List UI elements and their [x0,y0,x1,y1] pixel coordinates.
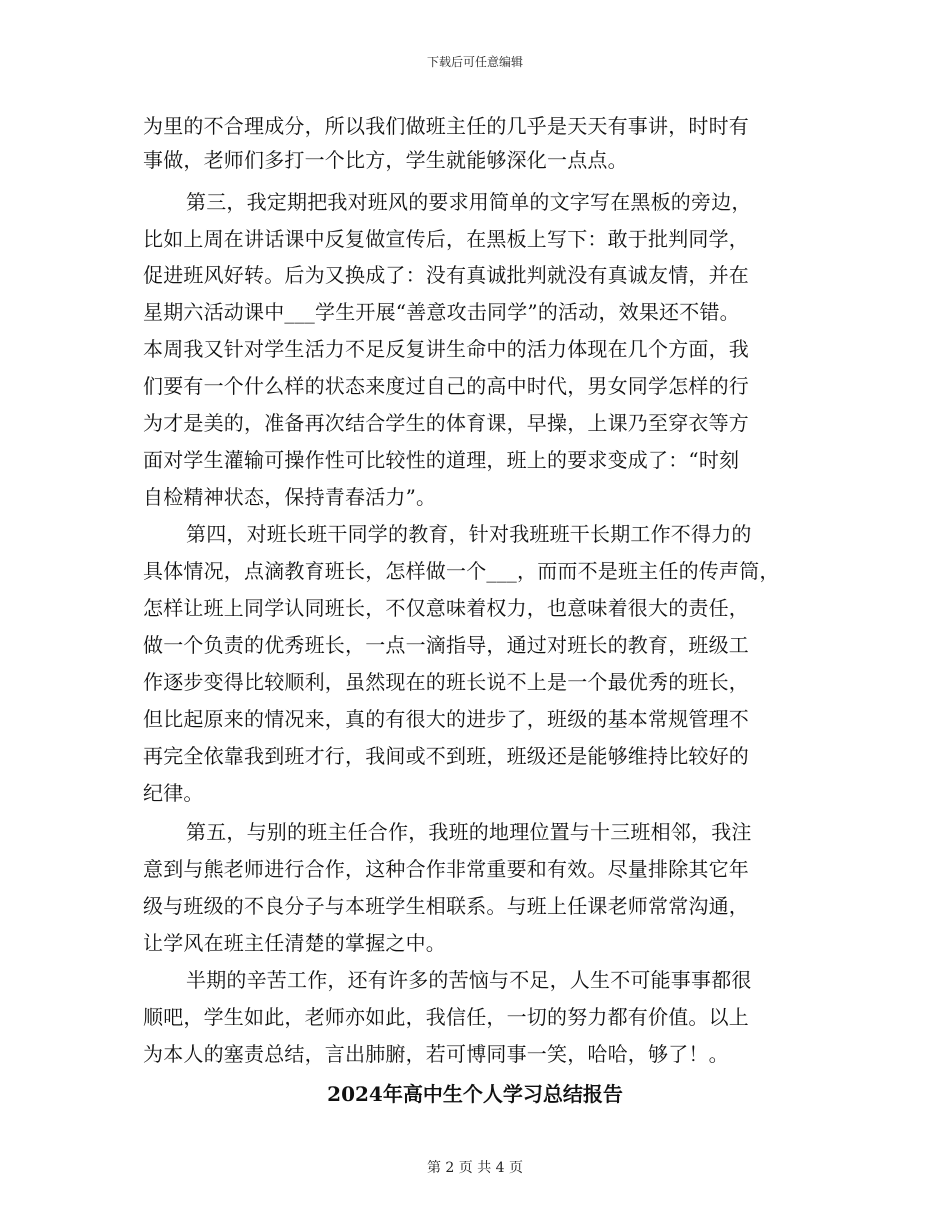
paragraph-line: 做一个负责的优秀班长，一点一滴指导，通过对班长的教育，班级工 [143,633,749,657]
paragraph-line: 面对学生灌输可操作性可比较性的道理，班上的要求变成了：“时刻 [143,448,740,472]
paragraph-line: 纪律。 [143,781,204,805]
paragraph-line: 半期的辛苦工作，还有许多的苦恼与不足，人生不可能事事都很 [186,968,752,992]
paragraph-line: 顺吧，学生如此，老师亦如此，我信任，一切的努力都有价值。以上 [143,1005,749,1029]
paragraph-line: 自检精神状态，保持青春活力”。 [143,485,437,509]
paragraph-line: 为本人的塞责总结，言出肺腑，若可博同事一笑，哈哈，够了！。 [143,1042,729,1066]
paragraph-line: 作逐步变得比较顺利，虽然现在的班长说不上是一个最优秀的班长， [143,670,749,694]
paragraph-line: 为里的不合理成分，所以我们做班主任的几乎是天天有事讲，时时有 [143,114,749,138]
paragraph-line: 具体情况，点滴教育班长，怎样做一个___，而而不是班主任的传声筒， [143,559,780,583]
paragraph-line: 第四，对班长班干同学的教育，针对我班班干长期工作不得力的 [186,522,752,546]
header-note: 下载后可任意编辑 [426,55,523,69]
section-title: 2024年高中生个人学习总结报告 [327,1082,623,1106]
paragraph-line: 意到与熊老师进行合作，这种合作非常重要和有效。尽量排除其它年 [143,857,749,881]
paragraph-line: 怎样让班上同学认同班长，不仅意味着权力，也意味着很大的责任， [143,596,749,620]
paragraph-line: 为才是美的，准备再次结合学生的体育课，早操，上课乃至穿衣等方 [143,411,749,435]
paragraph-line: 让学风在班主任清楚的掌握之中。 [143,931,446,955]
paragraph-line: 本周我又针对学生活力不足反复讲生命中的活力体现在几个方面，我 [143,337,749,361]
paragraph-line: 们要有一个什么样的状态来度过自己的高中时代，男女同学怎样的行 [143,374,749,398]
paragraph-line: 但比起原来的情况来，真的有很大的进步了，班级的基本常规管理不 [143,707,749,731]
paragraph-line: 第三，我定期把我对班风的要求用简单的文字写在黑板的旁边， [186,190,752,214]
paragraph-line: 级与班级的不良分子与本班学生相联系。与班上任课老师常常沟通， [143,894,749,918]
paragraph-line: 星期六活动课中___学生开展“善意攻击同学”的活动，效果还不错。 [143,300,740,324]
page-number: 第 2 页 共 4 页 [426,1160,524,1176]
paragraph-line: 比如上周在讲话课中反复做宣传后，在黑板上写下：敢于批判同学， [143,227,749,251]
paragraph-line: 第五，与别的班主任合作，我班的地理位置与十三班相邻，我注 [186,820,752,844]
paragraph-line: 再完全依靠我到班才行，我间或不到班，班级还是能够维持比较好的 [143,744,749,768]
paragraph-line: 促进班风好转。后为又换成了：没有真诚批判就没有真诚友情，并在 [143,263,749,287]
paragraph-line: 事做，老师们多打一个比方，学生就能够深化一点点。 [143,148,628,172]
